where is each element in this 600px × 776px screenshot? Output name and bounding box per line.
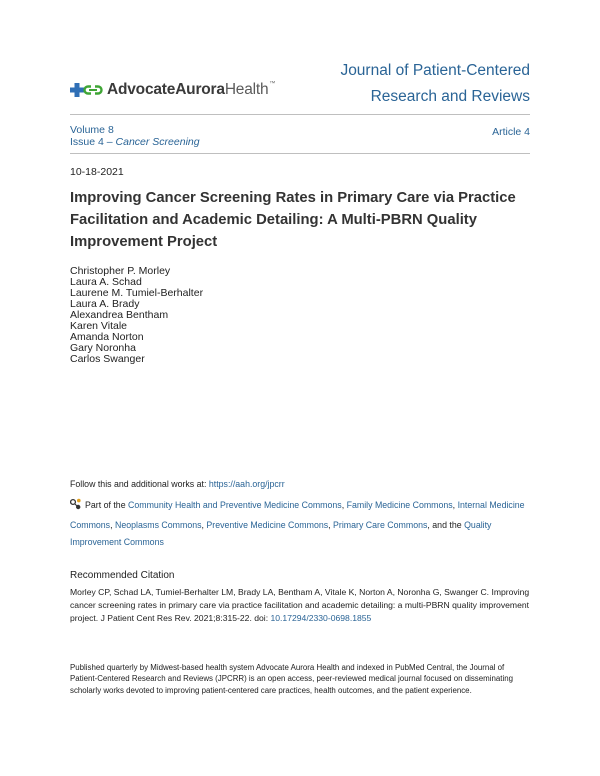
issue-line[interactable] bbox=[70, 136, 200, 148]
advocate-aurora-logo bbox=[70, 80, 275, 100]
commons-separator: , and the bbox=[427, 519, 465, 530]
author-name: Laura A. Brady bbox=[70, 298, 140, 310]
author-name: Gary Noronha bbox=[70, 342, 136, 354]
journal-description: Published quarterly by Midwest-based health system Advocate Aurora Health and indexed in PubMed Central, the Journal of Patient-Centered Research and Reviews (JPCRR) is an open access, peer-reviewed medical journal focused on disseminating scholarly works devoted to improving patient-centered care practices, health outcomes, and the patient experience. bbox=[70, 663, 513, 695]
commons-separator: , bbox=[452, 500, 458, 510]
journal-title-line2[interactable]: Research and Reviews bbox=[370, 88, 530, 105]
author-name: Karen Vitale bbox=[70, 320, 128, 332]
commons-link[interactable]: Community Health and Preventive Medicine Commons bbox=[128, 500, 342, 510]
follow-url-link[interactable]: https://aah.org/jpcrr bbox=[208, 479, 285, 489]
author-name: Amanda Norton bbox=[70, 331, 144, 343]
part-of-prefix: Part of the bbox=[85, 500, 129, 510]
author-list bbox=[70, 266, 203, 365]
issue-prefix[interactable]: Issue 4 – bbox=[70, 136, 116, 148]
cross-logo-icon bbox=[70, 82, 104, 98]
commons-link[interactable]: Quality Improvement Commons bbox=[70, 519, 492, 547]
commons-link[interactable]: Family Medicine Commons bbox=[346, 500, 453, 510]
logo-trademark: ™ bbox=[269, 81, 276, 87]
author-name: Laurene M. Tumiel-Berhalter bbox=[70, 287, 204, 299]
part-of-commons bbox=[70, 497, 532, 552]
article-number[interactable]: Article 4 bbox=[492, 126, 530, 138]
journal-title-link[interactable] bbox=[340, 58, 530, 110]
follow-line bbox=[70, 479, 285, 489]
author-name: Christopher P. Morley bbox=[70, 265, 171, 277]
commons-separator: , bbox=[110, 519, 115, 530]
logo-word-aurora: Aurora bbox=[175, 81, 225, 98]
logo-wordmark bbox=[107, 81, 275, 99]
issue-divider bbox=[70, 153, 530, 154]
author-name: Alexandrea Bentham bbox=[70, 309, 169, 321]
open-access-network-icon bbox=[70, 498, 82, 517]
author-name: Carlos Swanger bbox=[70, 353, 145, 365]
publication-date: 10-18-2021 bbox=[70, 166, 124, 178]
citation-body: Morley CP, Schad LA, Tumiel-Berhalter LM, Brady LA, Bentham A, Vitale K, Norton A, Noronha G, Swanger C. Improving cancer screening rates in primary care via practice facilitation and academic detailing: a multi-PBRN quality improvement project. J Patient Cent Res Rev. 2021;8:315-22. doi: bbox=[70, 587, 530, 624]
commons-link[interactable]: Primary Care Commons bbox=[333, 519, 428, 530]
commons-separator: , bbox=[201, 519, 207, 530]
logo-word-health: Health bbox=[224, 81, 269, 98]
logo-word-advocate: Advocate bbox=[107, 81, 176, 98]
article-title: Improving Cancer Screening Rates in Primary Care via Practice Facilitation and Academic Detailing: A Multi-PBRN Quality Improvement Project bbox=[70, 190, 516, 250]
journal-title-line1[interactable]: Journal of Patient-Centered bbox=[340, 62, 530, 79]
citation-doi-link[interactable]: 10.17294/2330-0698.1855 bbox=[270, 613, 372, 624]
issue-name[interactable]: Cancer Screening bbox=[115, 136, 200, 148]
author-name: Laura A. Schad bbox=[70, 276, 142, 288]
commons-separator: , bbox=[341, 500, 347, 510]
commons-separator: , bbox=[328, 519, 334, 530]
header-divider bbox=[70, 114, 530, 115]
commons-link[interactable]: Internal Medicine Commons bbox=[70, 500, 525, 530]
volume-issue bbox=[70, 124, 200, 148]
commons-link[interactable]: Neoplasms Commons bbox=[114, 519, 202, 530]
citation-heading: Recommended Citation bbox=[70, 570, 175, 581]
volume-link[interactable]: Volume 8 bbox=[70, 124, 114, 136]
commons-link-list bbox=[70, 500, 525, 547]
citation-text bbox=[70, 586, 532, 626]
commons-link[interactable]: Preventive Medicine Commons bbox=[206, 519, 329, 530]
follow-text: Follow this and additional works at: bbox=[70, 479, 209, 489]
